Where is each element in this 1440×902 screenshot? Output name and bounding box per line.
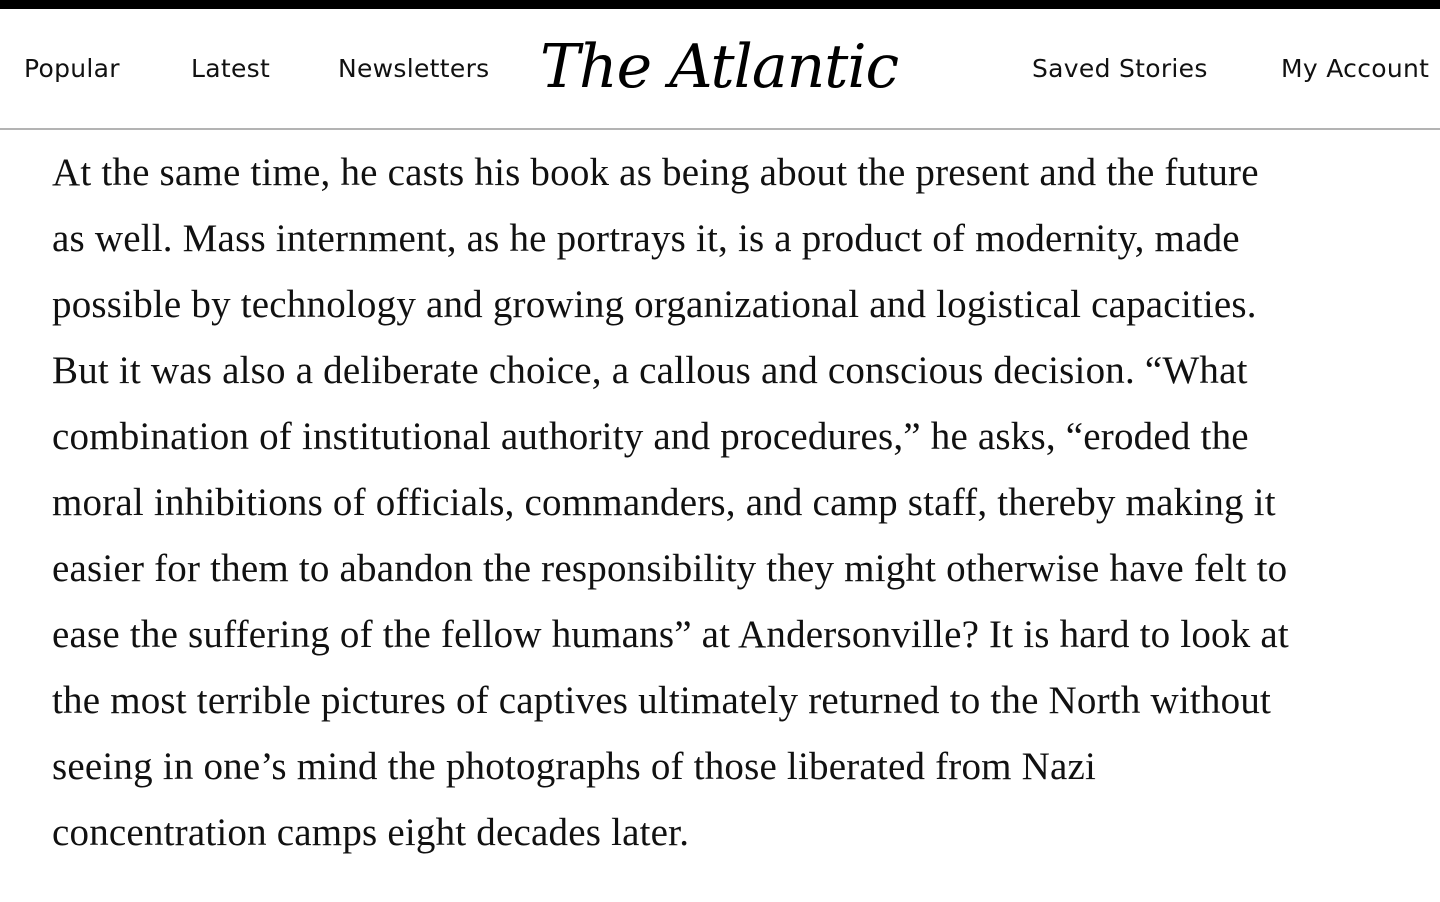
nav-my-account-link[interactable]: My Account — [1281, 54, 1430, 83]
paragraph-line: as well. Mass internment, as he portrays it, is a product of modernity, made — [52, 217, 1240, 260]
paragraph-line: easier for them to abandon the responsibility they might otherwise have felt to — [52, 547, 1288, 590]
paragraph-line: ease the suffering of the fellow humans” at Andersonville? It is hard to look at — [52, 613, 1289, 656]
paragraph-line: At the same time, he casts his book as being about the present and the future — [52, 151, 1259, 194]
article-body — [52, 140, 1392, 866]
nav-newsletters-link[interactable]: Newsletters — [338, 54, 490, 83]
paragraph-line: moral inhibitions of officials, commanders, and camp staff, thereby making it — [52, 481, 1276, 524]
paragraph-line: concentration camps eight decades later. — [52, 811, 690, 854]
paragraph-line: the most terrible pictures of captives ultimately returned to the North without — [52, 679, 1272, 722]
site-header — [0, 9, 1440, 130]
top-rule — [0, 0, 1440, 9]
nav-popular-link[interactable]: Popular — [24, 54, 120, 83]
article-paragraph — [52, 140, 1392, 866]
site-logo[interactable]: The Atlantic — [540, 32, 899, 102]
paragraph-line: combination of institutional authority and procedures,” he asks, “eroded the — [52, 415, 1249, 458]
paragraph-line: But it was also a deliberate choice, a callous and conscious decision. “What — [52, 349, 1248, 392]
paragraph-line: seeing in one’s mind the photographs of those liberated from Nazi — [52, 745, 1097, 788]
paragraph-line: possible by technology and growing organizational and logistical capacities. — [52, 283, 1257, 326]
nav-latest-link[interactable]: Latest — [191, 54, 271, 83]
nav-saved-stories-link[interactable]: Saved Stories — [1032, 54, 1208, 83]
